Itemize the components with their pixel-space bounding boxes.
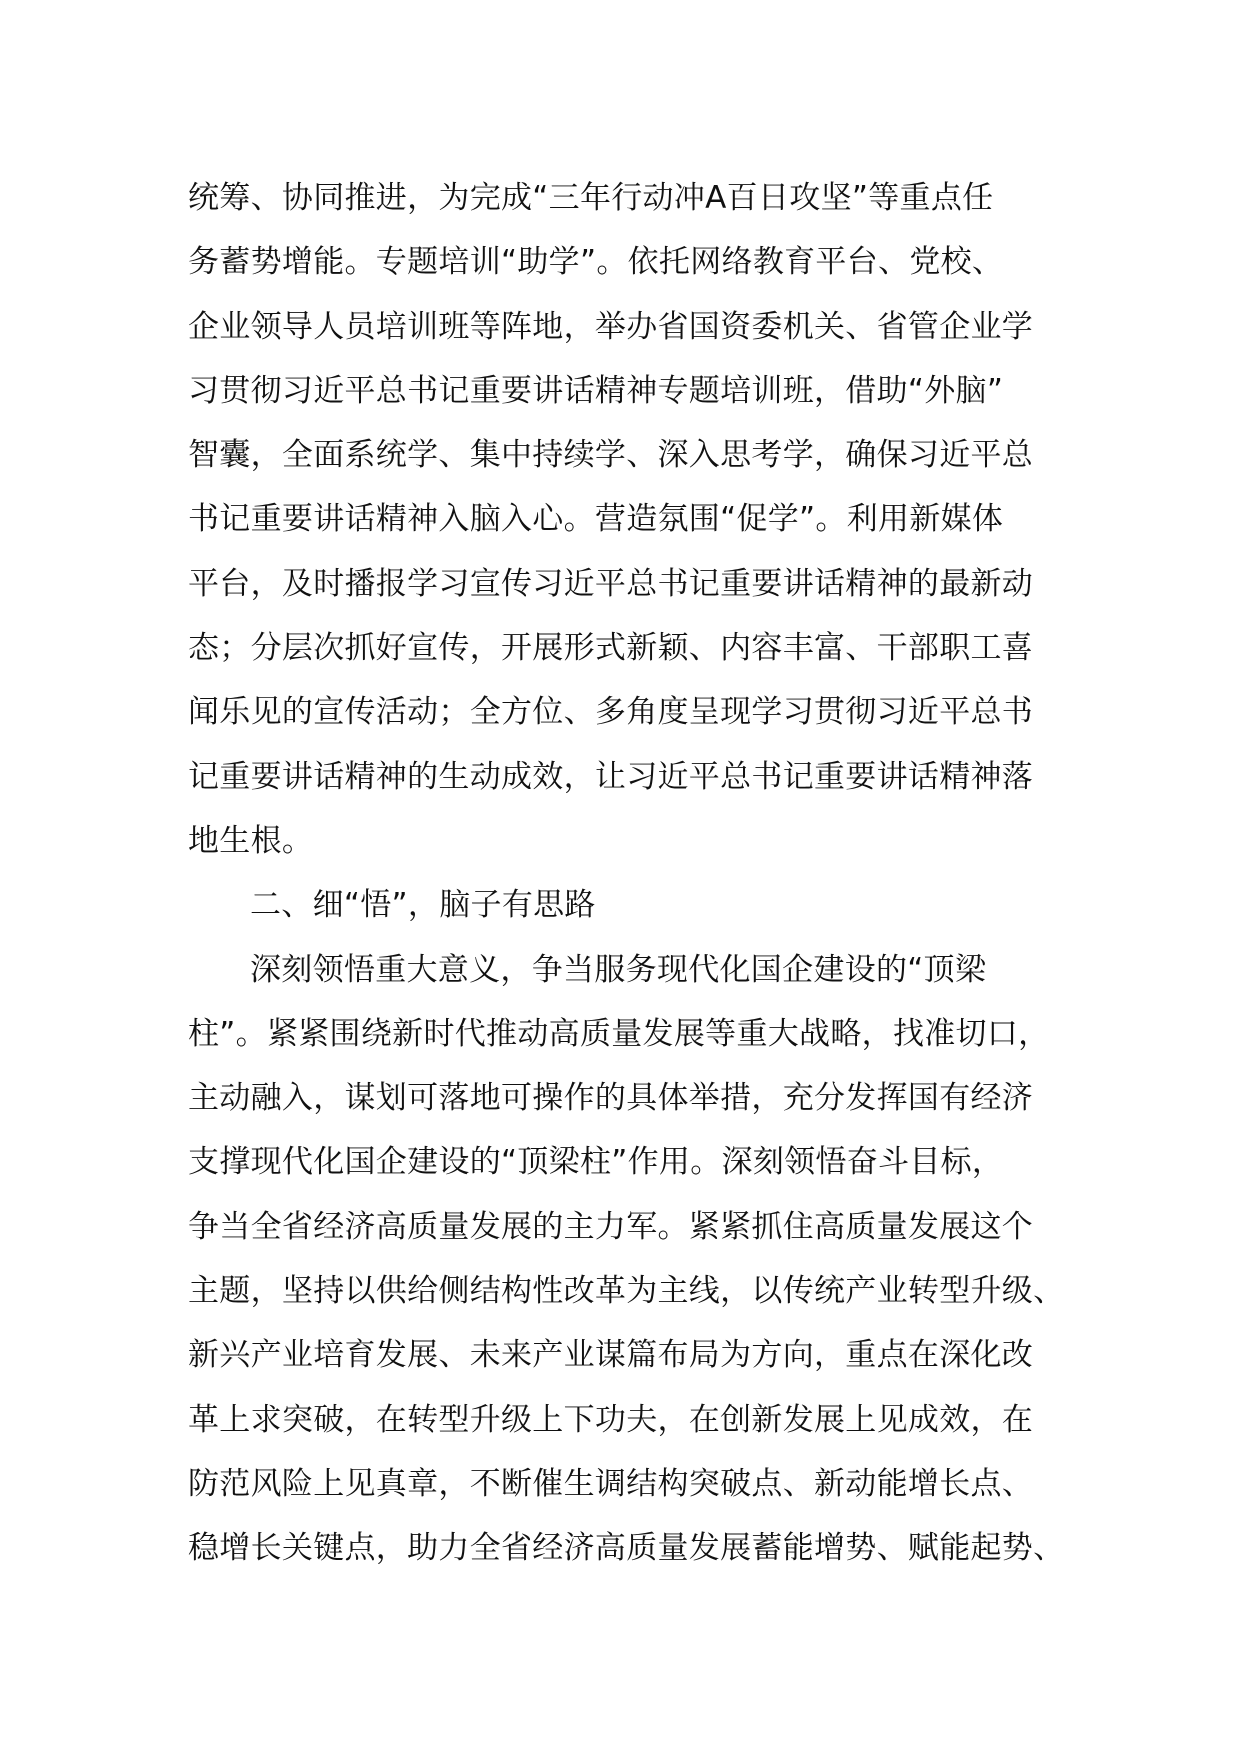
text-line: 主动融入，谋划可落地可操作的具体举措，充分发挥国有经济	[188, 1080, 1034, 1117]
text-line: 态；分层次抓好宣传，开展形式新颖、内容丰富、干部职工喜	[188, 630, 1034, 667]
paragraph-first-line: 深刻领悟重大意义，争当服务现代化国企建设的“顶梁	[250, 951, 987, 988]
text-line: 闻乐见的宣传活动；全方位、多角度呈现学习贯彻习近平总书	[188, 694, 1034, 731]
text-line: 地生根。	[188, 822, 314, 859]
text-line: 书记重要讲话精神入脑入心。营造氛围“促学”。利用新媒体	[188, 501, 1004, 538]
text-line: 企业领导人员培训班等阵地，举办省国资委机关、省管企业学	[188, 308, 1034, 345]
text-line: 革上求突破，在转型升级上下功夫，在创新发展上见成效，在	[188, 1401, 1034, 1438]
text-line: 争当全省经济高质量发展的主力军。紧紧抓住高质量发展这个	[188, 1208, 1034, 1245]
section-heading: 二、细“悟”，脑子有思路	[250, 887, 596, 924]
text-line: 主题，坚持以供给侧结构性改革为主线，以传统产业转型升级、	[188, 1273, 1065, 1310]
text-line: 统筹、协同推进，为完成“三年行动冲A百日攻坚”等重点任	[188, 180, 994, 216]
text-line: 习贯彻习近平总书记重要讲话精神专题培训班，借助“外脑”	[188, 372, 1004, 409]
text-line: 平台，及时播报学习宣传习近平总书记重要讲话精神的最新动	[188, 565, 1034, 602]
text-line: 稳增长关键点，助力全省经济高质量发展蓄能增势、赋能起势、	[188, 1530, 1065, 1567]
text-line: 支撑现代化国企建设的“顶梁柱”作用。深刻领悟奋斗目标，	[188, 1144, 1004, 1181]
text-line: 新兴产业培育发展、未来产业谋篇布局为方向，重点在深化改	[188, 1337, 1034, 1374]
body-text	[188, 166, 1108, 1581]
text-line: 智囊，全面系统学、集中持续学、深入思考学，确保习近平总	[188, 437, 1034, 474]
text-line: 务蓄势增能。专题培训“助学”。依托网络教育平台、党校、	[188, 244, 1004, 281]
text-line: 防范风险上见真章，不断催生调结构突破点、新动能增长点、	[188, 1465, 1034, 1502]
text-line: 记重要讲话精神的生动成效，让习近平总书记重要讲话精神落	[188, 758, 1034, 795]
text-line: 柱”。紧紧围绕新时代推动高质量发展等重大战略，找准切口，	[188, 1015, 1050, 1052]
